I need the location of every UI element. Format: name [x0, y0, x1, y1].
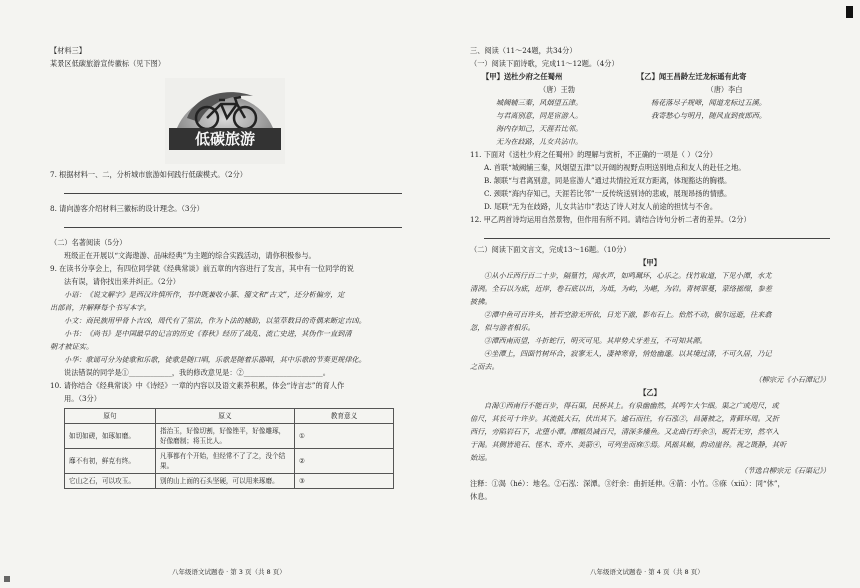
- section-3-1-title: （一）阅读下面诗歌，完成11～12题。（4分）: [470, 59, 619, 68]
- material3-text: 某景区低碳旅游宣传徽标（见下图）: [50, 59, 166, 68]
- q11-option-b: B. 颔联“与君离别意，同是宦游人”通过共情拉近双方距离，体现豁达的胸襟。: [484, 176, 732, 185]
- page-4: [470, 44, 830, 503]
- registration-mark: [846, 6, 853, 18]
- poem-a: [482, 70, 632, 148]
- question-12: 12. 甲乙两首诗均运用自然景物，但作用有所不同。请结合诗句分析二者的差异。（2分）: [470, 215, 751, 224]
- question-7: 7. 根据材料一、二，分析城市旅游如何践行低碳模式。（2分）: [50, 170, 247, 179]
- table-cell: 指治玉，好像切割，好像锉平，好像雕琢，好像磨制；将玉比人。: [156, 424, 295, 449]
- answer-line-12: [484, 228, 830, 239]
- question-9-line-2: 法有误，请你找出来并纠正。（2分）: [64, 277, 180, 286]
- page-3-footer: 八年级语文试题卷 · 第 3 页（共 8 页）: [172, 568, 286, 576]
- logo-text: 低碳旅游: [194, 130, 256, 148]
- poem-line: 城阙辅三秦，风烟望五津。: [496, 98, 583, 107]
- q9-xiaoshu-1: 小书：《尚书》是中国最早的记言的历史《春秋》经历了战乱、流亡史进，其伪作一直到清: [64, 329, 352, 338]
- yi-source: （节选自柳宗元《石渠记》）: [740, 466, 830, 475]
- answer-line-7: [64, 183, 402, 194]
- question-9-line-1: 9. 在读书分享会上，有四位同学就《经典常谈》前五章的内容进行了发言，其中有一位同学的说: [50, 264, 354, 273]
- poetry-table: [64, 408, 394, 489]
- poem-line: 杨花落尽子规啼，闻道龙标过五溪。: [651, 98, 767, 107]
- poem-line: 我寄愁心与明月，随风直到夜郎西。: [651, 111, 767, 120]
- jia-paragraph-1: 清冽。全石以为底，近岸，卷石底以出，为坻，为屿，为嵁，为岩。青树翠蔓，蒙络摇缀，参差: [470, 284, 772, 293]
- yi-paragraph: 西行，旁陷岩石下，北堕小潭。潭幅员减百尺，清深多鯈鱼。又北曲行纡余③，睨若无穷，然卒入: [470, 427, 780, 436]
- table-header: 教育意义: [295, 409, 394, 424]
- jia-source: （柳宗元《小石潭记》）: [754, 375, 830, 384]
- yi-paragraph: 始远。: [470, 453, 492, 462]
- q11-option-d: D. 尾联“无为在歧路，儿女共沾巾”表达了诗人对友人前途的担忧与不舍。: [484, 202, 718, 211]
- question-10-line-2: 用。（3分）: [64, 394, 101, 403]
- notes-cont: 休息。: [470, 492, 492, 501]
- section-3-2-title: （二）阅读下面文言文，完成13～16题。（10分）: [470, 245, 631, 254]
- passage-yi-label: 【乙】: [639, 388, 661, 397]
- q9-xiaoyu-1: 小语：《说文解字》是西汉许慎所作，书中既兼收小篆、籀文和“古文”，还分析偏旁，定: [64, 290, 345, 299]
- table-cell: ③: [295, 474, 394, 489]
- table-cell: 如切如磋，如琢如磨。: [65, 424, 156, 449]
- poem-line: 海内存知己，天涯若比邻。: [496, 124, 583, 133]
- section-2-intro: 班级正在开展以“文海遨游、品味经典”为主题的综合实践活动，请你积极参与。: [64, 251, 316, 260]
- q9-xiaohua: 小华：歌谣可分为徒歌和乐歌，徒歌是随口唱，乐歌是随着乐器唱，其中乐歌的节奏更规律化。: [64, 355, 366, 364]
- poem-line: 与君离别意，同是宦游人。: [496, 111, 583, 120]
- poem-a-title: 【甲】送杜少府之任蜀州: [482, 72, 563, 81]
- question-10-line-1: 10. 请你结合《经典常谈》中《诗经》一章的内容以及语文素养积累，体会“诗言志”的育人作: [50, 381, 345, 390]
- table-cell: 凡事都有个开始，但经常不了了之，没个结果。: [156, 449, 295, 474]
- q9-xiaowen: 小文：商民族用甲骨卜吉凶，周代有了筮法，作为卜法的辅助，以筮草数目的奇偶来断定吉凶。: [64, 316, 366, 325]
- jia-paragraph-2: ②潭中鱼可百许头，皆若空游无所依，日光下澈，影布石上。佁然不动，俶尔远逝，往来翕: [484, 310, 772, 319]
- low-carbon-logo: [165, 78, 285, 164]
- jia-paragraph-4: 之而去。: [470, 362, 499, 371]
- poem-b: [637, 70, 812, 148]
- table-cell: ②: [295, 449, 394, 474]
- poem-b-author: （唐）李白: [706, 85, 743, 94]
- table-cell: 别的山上面的石头坚硬，可以用来琢磨。: [156, 474, 295, 489]
- q9-answer: 说法错误的同学是①____________，我的修改意见是：②______________________。: [64, 368, 330, 377]
- table-header: 原义: [156, 409, 295, 424]
- table-cell: 靡不有初，鲜克有终。: [65, 449, 156, 474]
- notes: 注释：①渴（hé）：地名。②石泓：深潭。③纡余：曲折延伸。④箭：小竹。⑤庥（xiū）：同“休”，: [470, 479, 785, 488]
- section-3-title: 三、阅读（11～24题，共34分）: [470, 46, 577, 55]
- question-11: 11. 下面对《送杜少府之任蜀州》的理解与赏析，不正确的一项是（ ）（2分）: [470, 150, 717, 159]
- table-header: 原句: [65, 409, 156, 424]
- poems-block: [482, 70, 812, 148]
- question-8: 8. 请向游客介绍材料三徽标的设计理念。（3分）: [50, 204, 204, 213]
- poem-a-author: （唐）王勃: [539, 85, 575, 94]
- table-row: [65, 424, 394, 449]
- q9-xiaoshu-2: 朝才被证实。: [50, 342, 94, 351]
- table-cell: ①: [295, 424, 394, 449]
- table-header-row: [65, 409, 394, 424]
- jia-paragraph-3: ③潭西南而望，斗折蛇行，明灭可见。其岸势犬牙差互，不可知其源。: [484, 336, 707, 345]
- section-2-title: （二）名著阅读（5分）: [50, 238, 127, 247]
- jia-paragraph-2: 忽，似与游者相乐。: [470, 323, 535, 332]
- page-4-footer: 八年级语文试题卷 · 第 4 页（共 8 页）: [590, 568, 704, 576]
- yi-paragraph: 倍尺，其长可十许步。其流抵大石，伏出其下。逾石而往，有石泓②，昌蒲被之，青藓环周。又折: [470, 414, 780, 423]
- passage-jia-label: 【甲】: [639, 258, 661, 267]
- yi-paragraph: 自渴①西南行不能百步，得石渠，民桥其上。有泉幽幽然，其鸣乍大乍细。渠之广或咫尺，或: [484, 401, 779, 410]
- answer-line-8: [64, 217, 402, 228]
- jia-paragraph-1: 披拂。: [470, 297, 492, 306]
- material3-title: 【材料三】: [50, 46, 86, 55]
- poem-line: 无为在歧路，儿女共沾巾。: [496, 137, 583, 146]
- q11-option-a: A. 首联“城阙辅三秦，风烟望五津”以开阔的视野点明送别地点和友人的赴任之地。: [484, 163, 746, 172]
- poem-b-title: 【乙】闻王昌龄左迁龙标遥有此寄: [637, 72, 747, 81]
- q9-xiaoyu-2: 出部首，并解释每个书写本字。: [50, 303, 151, 312]
- yi-paragraph: 于渴。其侧皆诡石、怪木、奇卉、美箭④，可列坐而庥⑤焉。风摇其巅，韵动崖谷。视之既静，其听: [470, 440, 787, 449]
- jia-paragraph-1: ①从小丘西行百二十步，隔篁竹，闻水声，如鸣珮环，心乐之。伐竹取道，下见小潭，水尤: [484, 271, 772, 280]
- q11-option-c: C. 颈联“海内存知己，天涯若比邻”一反传统送别诗的悲戚，展现昂扬的情感。: [484, 189, 732, 198]
- registration-mark-bottom: [4, 576, 10, 582]
- table-row: [65, 449, 394, 474]
- table-cell: 它山之石，可以攻玉。: [65, 474, 156, 489]
- table-row: [65, 474, 394, 489]
- jia-paragraph-4: ④坐潭上，四面竹树环合，寂寥无人，凄神寒骨，悄怆幽邃。以其境过清，不可久居，乃记: [484, 349, 772, 358]
